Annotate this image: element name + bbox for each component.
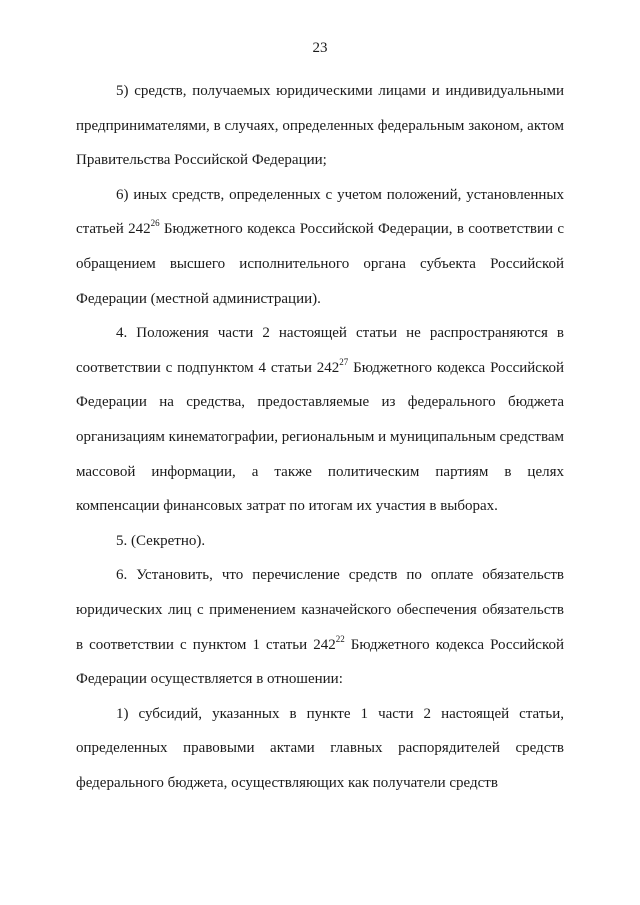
paragraph-text-continued: Бюджетного кодекса Российской Федерации на средства, предоставляемые из федерального бюджета организациям кинематографии, региональным и муниципальным средствам массовой информации, а также политическим партиям в целях компенсации финансовых затрат по итогам их участия в выборах. [76, 359, 564, 515]
paragraph-text: 4. Положения части 2 настоящей статьи не распространяются в соответствии с подпунктом 4 статьи 242 [76, 325, 564, 376]
paragraph-text: 5) средств, получаемых юридическими лицами и индивидуальными предпринимателями, в случаях, определенных федеральным законом, актом Правительства Российской Федерации; [76, 83, 564, 169]
paragraph-section-5 [76, 524, 564, 559]
superscript-number: 26 [150, 218, 160, 229]
paragraph-subitem-1 [76, 697, 564, 801]
paragraph-text: 1) субсидий, указанных в пункте 1 части 2 настоящей статьи, определенных правовыми актами главных распорядителей средств федерального бюджета, осуществляющих как получатели средств [76, 705, 564, 791]
paragraph-item-6 [76, 178, 564, 316]
page-number: 23 [312, 40, 328, 56]
paragraph-text: 5. (Секретно). [116, 532, 206, 549]
superscript-number: 22 [335, 633, 345, 644]
paragraph-text-continued: Бюджетного кодекса Российской Федерации, в соответствии с обращением высшего исполнительного органа субъекта Российской Федерации (местной администрации). [76, 221, 564, 307]
superscript-number: 27 [339, 356, 349, 367]
paragraph-section-4 [76, 316, 564, 524]
paragraph-section-6 [76, 558, 564, 696]
document-body [76, 74, 564, 800]
paragraph-text: 6) иных средств, определенных с учетом положений, установленных статьей 242 [76, 186, 564, 238]
paragraph-item-5 [76, 74, 564, 178]
paragraph-text: 6. Установить, что перечисление средств по оплате обязательств юридических лиц с применением казначейского обеспечения обязательств в соответствии с пунктом 1 статьи 242 [76, 567, 564, 653]
paragraph-text-continued: Бюджетного кодекса Российской Федерации осуществляется в отношении: [76, 636, 565, 688]
